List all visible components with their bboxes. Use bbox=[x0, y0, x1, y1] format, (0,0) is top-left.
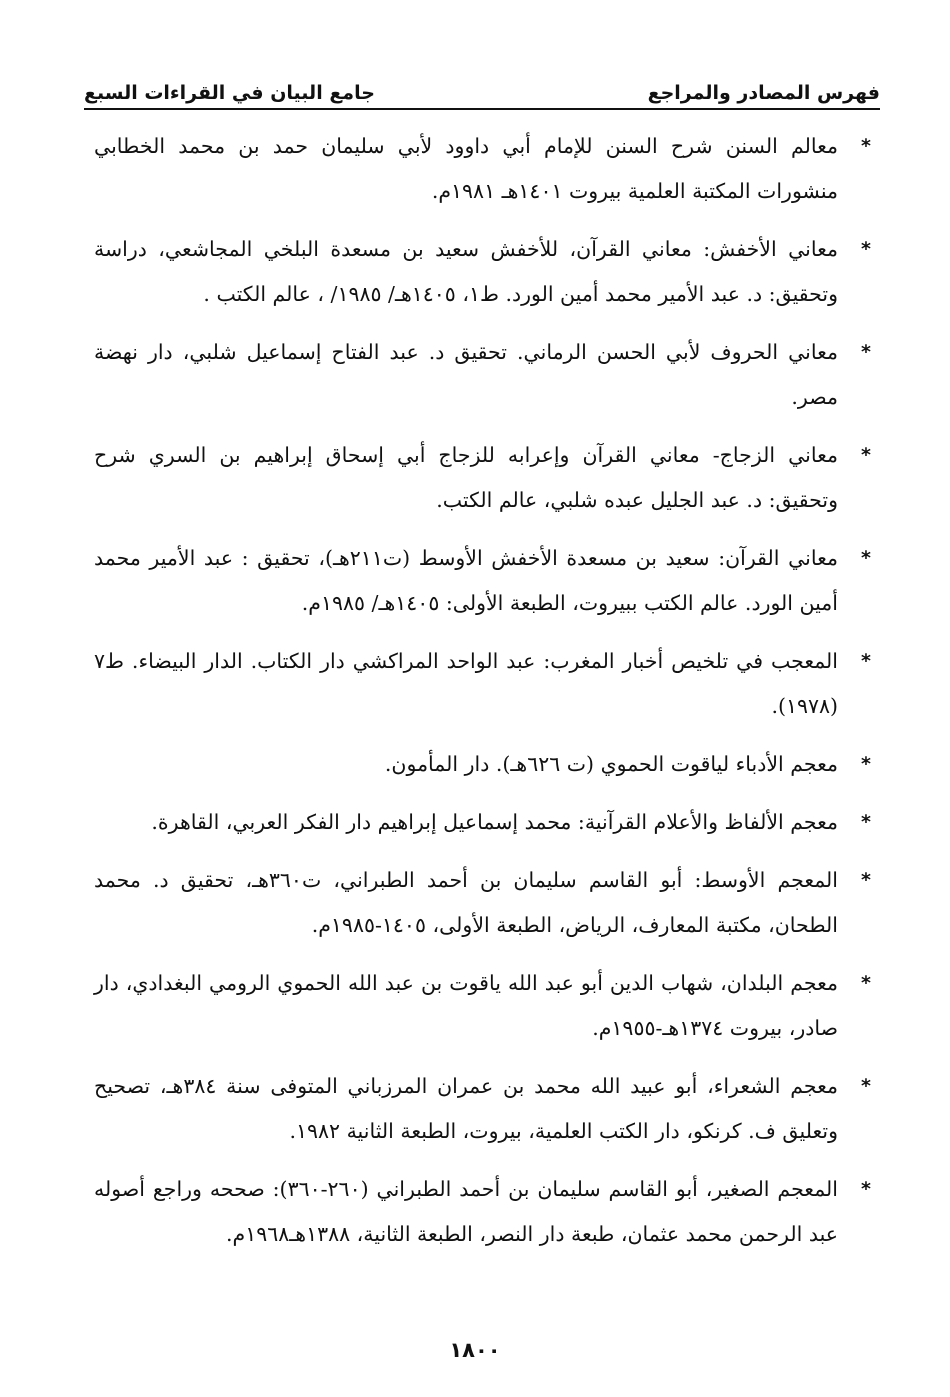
bullet-star-icon: * bbox=[861, 341, 871, 363]
bullet-star-icon: * bbox=[861, 238, 871, 260]
section-title: فهرس المصادر والمراجع bbox=[647, 82, 880, 104]
running-header bbox=[84, 74, 880, 104]
bullet-star-icon: * bbox=[861, 1075, 871, 1097]
book-title: جامع البيان في القراءات السبع bbox=[84, 82, 375, 104]
entry-text: معالم السنن شرح السنن للإمام أبي داوود لأبي سليمان حمد بن محمد الخطابي منشورات المكتبة العلمية بيروت ١٤٠١هـ ١٩٨١م. bbox=[94, 134, 838, 203]
entry-text: معجم الألفاظ والأعلام القرآنية: محمد إسماعيل إبراهيم دار الفكر العربي، القاهرة. bbox=[151, 810, 838, 834]
bibliography-entry bbox=[94, 536, 880, 626]
bullet-star-icon: * bbox=[861, 547, 871, 569]
bullet-star-icon: * bbox=[861, 811, 871, 833]
bullet-star-icon: * bbox=[861, 869, 871, 891]
bibliography-entry bbox=[94, 1064, 880, 1154]
bibliography-entry bbox=[94, 639, 880, 729]
entry-text: معاني الزجاج- معاني القرآن وإعرابه للزجاج أبي إسحاق إبراهيم بن السري شرح وتحقيق: د. عبد الجليل عبده شلبي، عالم الكتب. bbox=[94, 443, 838, 512]
page-number: ١٨٠٠ bbox=[449, 1338, 501, 1362]
header-divider bbox=[84, 108, 880, 110]
bullet-star-icon: * bbox=[861, 650, 871, 672]
entry-text: معاني الأخفش: معاني القرآن، للأخفش سعيد بن مسعدة البلخي المجاشعي، دراسة وتحقيق: د. عبد الأمير محمد أمين الورد. ط١، ١٤٠٥هـ/ ١٩٨٥/ ، عالم الكتب . bbox=[94, 237, 838, 306]
bibliography-entry bbox=[94, 1167, 880, 1257]
entry-text: معاني القرآن: سعيد بن مسعدة الأخفش الأوسط (ت٢١١هـ)، تحقيق : عبد الأمير محمد أمين الورد. عالم الكتب ببيروت، الطبعة الأولى: ١٤٠٥هـ/ ١٩٨٥م. bbox=[94, 546, 838, 615]
bibliography-entry bbox=[94, 961, 880, 1051]
entry-text: معجم الأدباء لياقوت الحموي (ت ٦٢٦هـ). دار المأمون. bbox=[384, 752, 838, 776]
bibliography-list bbox=[94, 124, 880, 1270]
bibliography-entry bbox=[94, 858, 880, 948]
bibliography-entry bbox=[94, 742, 880, 787]
bibliography-entry bbox=[94, 124, 880, 214]
bibliography-entry bbox=[94, 330, 880, 420]
entry-text: المعجب في تلخيص أخبار المغرب: عبد الواحد المراكشي دار الكتاب. الدار البيضاء. ط٧ (١٩٧٨). bbox=[94, 649, 838, 718]
entry-text: المعجم الصغير، أبو القاسم سليمان بن أحمد الطبراني (٢٦٠-٣٦٠): صححه وراجع أصوله عبد الرحمن محمد عثمان، طبعة دار النصر، الطبعة الثانية، ١٣٨٨هـ١٩٦٨م. bbox=[94, 1177, 838, 1246]
bullet-star-icon: * bbox=[861, 972, 871, 994]
entry-text: معجم الشعراء، أبو عبيد الله محمد بن عمران المرزباني المتوفى سنة ٣٨٤هـ، تصحيح وتعليق ف. كرنكو، دار الكتب العلمية، بيروت، الطبعة الثانية ١٩٨٢. bbox=[94, 1074, 838, 1143]
bullet-star-icon: * bbox=[861, 135, 871, 157]
entry-text: معجم البلدان، شهاب الدين أبو عبد الله ياقوت بن عبد الله الحموي الرومي البغدادي، دار صادر، بيروت ١٣٧٤هـ-١٩٥٥م. bbox=[94, 971, 838, 1040]
bullet-star-icon: * bbox=[861, 1178, 871, 1200]
bibliography-entry bbox=[94, 433, 880, 523]
bibliography-entry bbox=[94, 800, 880, 845]
bullet-star-icon: * bbox=[861, 444, 871, 466]
entry-text: معاني الحروف لأبي الحسن الرماني. تحقيق د. عبد الفتاح إسماعيل شلبي، دار نهضة مصر. bbox=[94, 340, 838, 409]
bibliography-entry bbox=[94, 227, 880, 317]
entry-text: المعجم الأوسط: أبو القاسم سليمان بن أحمد الطبراني، ت٣٦٠هـ، تحقيق د. محمد الطحان، مكتبة المعارف، الرياض، الطبعة الأولى، ١٤٠٥-١٩٨٥م. bbox=[94, 868, 838, 937]
bullet-star-icon: * bbox=[861, 753, 871, 775]
